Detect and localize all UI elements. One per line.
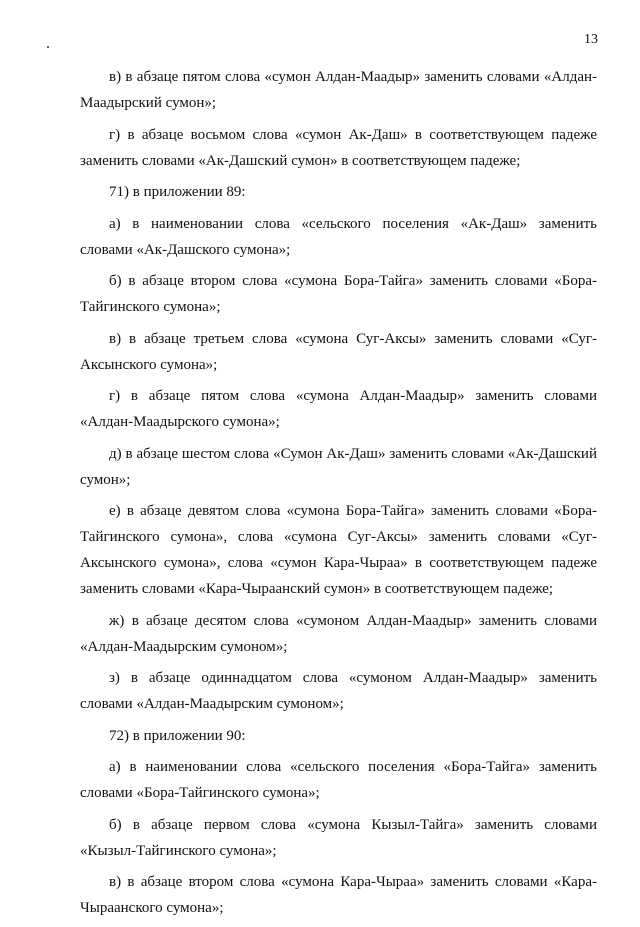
paragraph: з) в абзаце одиннадцатом слова «сумоном Алдан-Маадыр» заменить словами «Алдан-Маадырским сумоном»;	[80, 670, 597, 712]
paragraph: г) в абзаце пятом слова «сумона Алдан-Маадыр» заменить словами «Алдан-Маадырского сумона»;	[80, 388, 597, 430]
paragraph: в) в абзаце втором слова «сумона Кара-Чыраа» заменить словами «Кара-Чыраанского сумона»;	[80, 874, 597, 916]
paragraph: а) в наименовании слова «сельского поселения «Ак-Даш» заменить словами «Ак-Дашского сумона»;	[80, 215, 597, 258]
paragraph: г) в абзаце восьмом слова «сумон Ак-Даш» в соответствующем падеже заменить словами «Ак-Дашский сумон» в соответствующем падеже;	[80, 126, 597, 169]
paragraph: е) в абзаце девятом слова «сумона Бора-Тайга» заменить словами «Бора-Тайгинского сумона», слова «сумона Суг-Аксы» заменить словами «Суг-Аксынского сумона», слова «сумон Кара-Чыраа» в соответствующем падеже заменить словами «Кара-Чыраанский сумон» в соответствующем падеже;	[80, 503, 597, 597]
paragraph: 71) в приложении 89:	[109, 184, 246, 200]
paragraph: б) в абзаце втором слова «сумона Бора-Тайга» заменить словами «Бора-Тайгинского сумона»;	[80, 273, 597, 315]
paragraph: в) в абзаце пятом слова «сумон Алдан-Маадыр» заменить словами «Алдан-Маадырский сумон»;	[80, 69, 597, 111]
paragraph: ж) в абзаце десятом слова «сумоном Алдан-Маадыр» заменить словами «Алдан-Маадырским сумоном»;	[80, 612, 597, 655]
paragraph: а) в наименовании слова «сельского поселения «Бора-Тайга» заменить словами «Бора-Тайгинского сумона»;	[80, 759, 597, 801]
paragraph: в) в абзаце третьем слова «сумона Суг-Аксы» заменить словами «Суг-Аксынского сумона»;	[80, 330, 597, 373]
paragraph: 72) в приложении 90:	[109, 727, 246, 744]
page-number: 13	[584, 32, 598, 47]
paragraph: б) в абзаце первом слова «сумона Кызыл-Тайга» заменить словами «Кызыл-Тайгинского сумона»;	[80, 816, 597, 859]
document-body	[80, 64, 597, 927]
paragraph: д) в абзаце шестом слова «Сумон Ак-Даш» заменить словами «Ак-Дашский сумон»;	[80, 445, 597, 488]
scan-speck	[47, 46, 49, 48]
